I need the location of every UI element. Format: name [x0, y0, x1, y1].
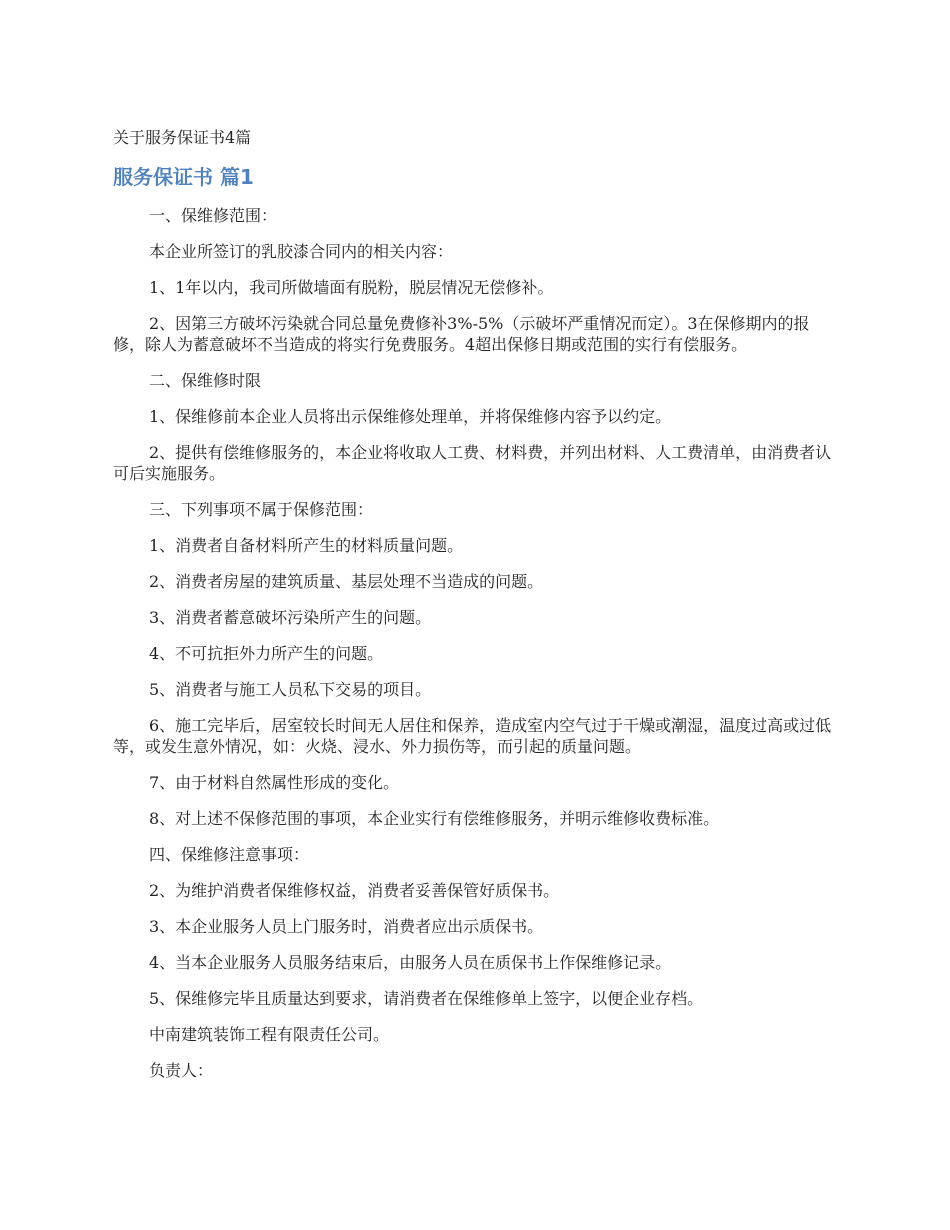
paragraph: 2、因第三方破坏污染就合同总量免费修补3%-5%（示破坏严重情况而定）。3在保修期内的报修，除人为蓄意破坏不当造成的将实行免费服务。4超出保修日期或范围的实行有偿服务。: [113, 314, 810, 354]
paragraph: 8、对上述不保修范围的事项，本企业实行有偿维修服务，并明示维修收费标准。: [149, 809, 720, 828]
signature-label: 负责人：: [149, 1061, 214, 1080]
paragraph: 2、为维护消费者保维修权益，消费者妥善保管好质保书。: [149, 881, 560, 900]
paragraph: 一、保维修范围：: [149, 206, 278, 225]
section-heading: 服务保证书 篇1: [113, 165, 254, 189]
paragraph: 3、本企业服务人员上门服务时，消费者应出示质保书。: [149, 917, 544, 936]
paragraph: 6、施工完毕后，居室较长时间无人居住和保养，造成室内空气过于干燥或潮湿，温度过高或过低等，或发生意外情况，如：火烧、浸水、外力损伤等，而引起的质量问题。: [113, 716, 832, 756]
company-name: 中南建筑装饰工程有限责任公司。: [149, 1025, 390, 1044]
paragraph: 二、保维修时限: [149, 371, 262, 390]
paragraph: 三、下列事项不属于保修范围：: [149, 500, 374, 519]
paragraph: 2、提供有偿维修服务的，本企业将收取人工费、材料费，并列出材料、人工费清单，由消费者认可后实施服务。: [113, 443, 832, 483]
paragraph: 7、由于材料自然属性形成的变化。: [149, 773, 400, 792]
paragraph: 4、不可抗拒外力所产生的问题。: [149, 644, 384, 663]
paragraph: 4、当本企业服务人员服务结束后，由服务人员在质保书上作保维修记录。: [149, 953, 672, 972]
paragraph: 3、消费者蓄意破坏污染所产生的问题。: [149, 608, 432, 627]
document-body: [113, 205, 838, 1096]
paragraph: 本企业所签订的乳胶漆合同内的相关内容：: [149, 242, 454, 261]
paragraph: 2、消费者房屋的建筑质量、基层处理不当造成的问题。: [149, 572, 544, 591]
paragraph: 1、保维修前本企业人员将出示保维修处理单，并将保维修内容予以约定。: [149, 407, 672, 426]
paragraph: 四、保维修注意事项：: [149, 845, 310, 864]
document-title: 关于服务保证书4篇: [113, 128, 252, 147]
paragraph: 1、消费者自备材料所产生的材料质量问题。: [149, 536, 464, 555]
paragraph: 1、1年以内，我司所做墙面有脱粉，脱层情况无偿修补。: [149, 278, 554, 297]
paragraph: 5、保维修完毕且质量达到要求，请消费者在保维修单上签字，以便企业存档。: [149, 989, 704, 1008]
paragraph: 5、消费者与施工人员私下交易的项目。: [149, 680, 432, 699]
